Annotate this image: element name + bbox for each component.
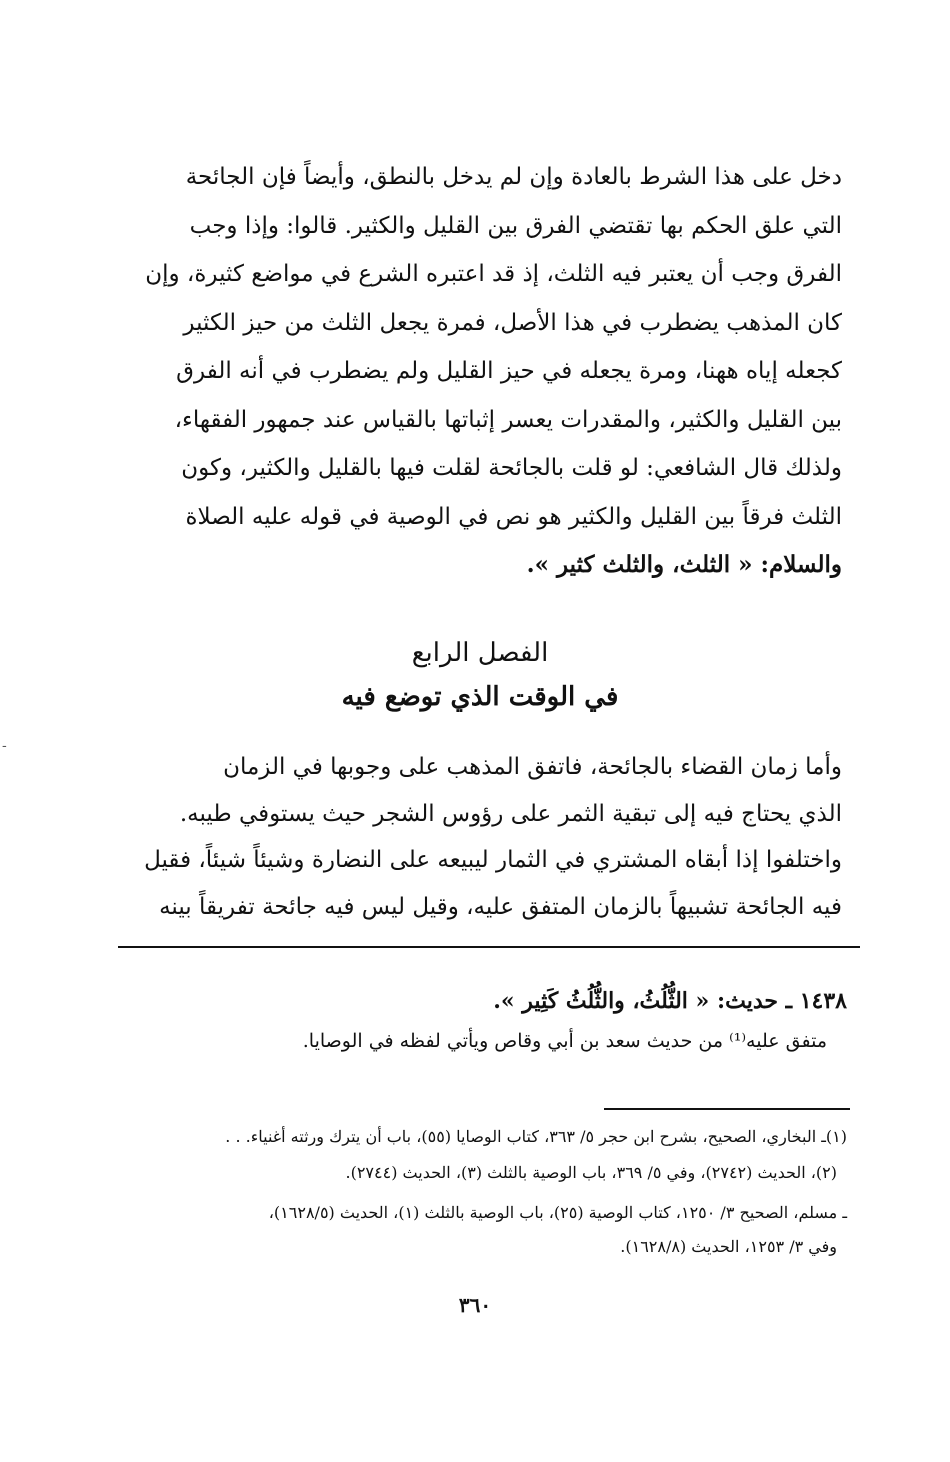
margin-mark: -: [2, 738, 7, 754]
footnote-divider: [604, 1108, 850, 1110]
page-number: ٣٦٠: [458, 1293, 492, 1317]
footnote-line: وفي ٣/ ١٢٥٣، الحديث (١٦٢٨/٨).: [620, 1237, 837, 1256]
section-divider: [118, 946, 860, 948]
paragraph-line: وأما زمان القضاء بالجائحة، فاتفق المذهب على وجوبها في الزمان: [223, 754, 842, 780]
paragraph-line: الثلث فرقاً بين القليل والكثير هو نص في الوصية في قوله عليه الصلاة: [185, 503, 842, 530]
hadith-reference: ١٤٣٨ ـ حديث: « الثُّلُثُ، والثُّلُثُ كَثِير ».: [493, 988, 847, 1014]
paragraph-line: التي علق الحكم بها تقتضي الفرق بين القليل والكثير. قالوا: وإذا وجب: [189, 212, 842, 239]
paragraph-jaiha-threshold: [118, 153, 842, 590]
paragraph-line: بين القليل والكثير، والمقدرات يعسر إثباتها بالقياس عند جمهور الفقهاء،: [174, 406, 842, 433]
paragraph-line-quote: والسلام: « الثلث، والثلث كثير ».: [526, 551, 842, 578]
footnote-line: (٢)، الحديث (٢٧٤٢)، وفي ٥/ ٣٦٩، باب الوصية بالثلث (٣)، الحديث (٢٧٤٤).: [345, 1163, 837, 1182]
paragraph-line: كجعله إياه ههنا، ومرة يجعله في حيز القليل ولم يضطرب في أنه الفرق: [176, 358, 842, 384]
paragraph-line: فيه الجائحة تشبيهاً بالزمان المتفق عليه، وقيل ليس فيه جائحة تفريقاً بينه: [159, 893, 842, 920]
chapter-number: الفصل الرابع: [411, 638, 549, 668]
paragraph-line: دخل على هذا الشرط بالعادة وإن لم يدخل بالنطق، وأيضاً فإن الجائحة: [185, 164, 842, 190]
chapter-title: في الوقت الذي توضع فيه: [341, 682, 619, 712]
paragraph-line: كان المذهب يضطرب في هذا الأصل، فمرة يجعل الثلث من حيز الكثير: [183, 309, 842, 336]
paragraph-line: الفرق وجب أن يعتبر فيه الثلث، إذ قد اعتبره الشرع في مواضع كثيرة، وإن: [145, 261, 842, 287]
paragraph-line: الذي يحتاج فيه إلى تبقية الثمر على رؤوس الشجر حيث يستوفي طيبه.: [179, 800, 842, 827]
hadith-source-note: متفق عليه⁽¹⁾ من حديث سعد بن أبي وقاص ويأتي لفظه في الوصايا.: [302, 1030, 827, 1052]
paragraph-line: واختلفوا إذا أبقاه المشتري في الثمار ليبيعه على النضارة وشيئاً شيئاً، فقيل: [144, 847, 842, 873]
paragraph-line: ولذلك قال الشافعي: لو قلت بالجائحة لقلت فيها بالقليل والكثير، وكون: [181, 455, 842, 481]
footnote-line: ـ مسلم، الصحيح ٣/ ١٢٥٠، كتاب الوصية (٢٥)، باب الوصية بالثلث (١)، الحديث (١٦٢٨/٥)،: [268, 1203, 847, 1222]
footnote-line: (١)ـ البخاري، الصحيح، بشرح ابن حجر ٥/ ٣٦٣، كتاب الوصايا (٥٥)، باب أن يترك ورثته أغنياء. . .: [225, 1127, 847, 1146]
paragraph-time-of-jaiha: [118, 744, 842, 930]
